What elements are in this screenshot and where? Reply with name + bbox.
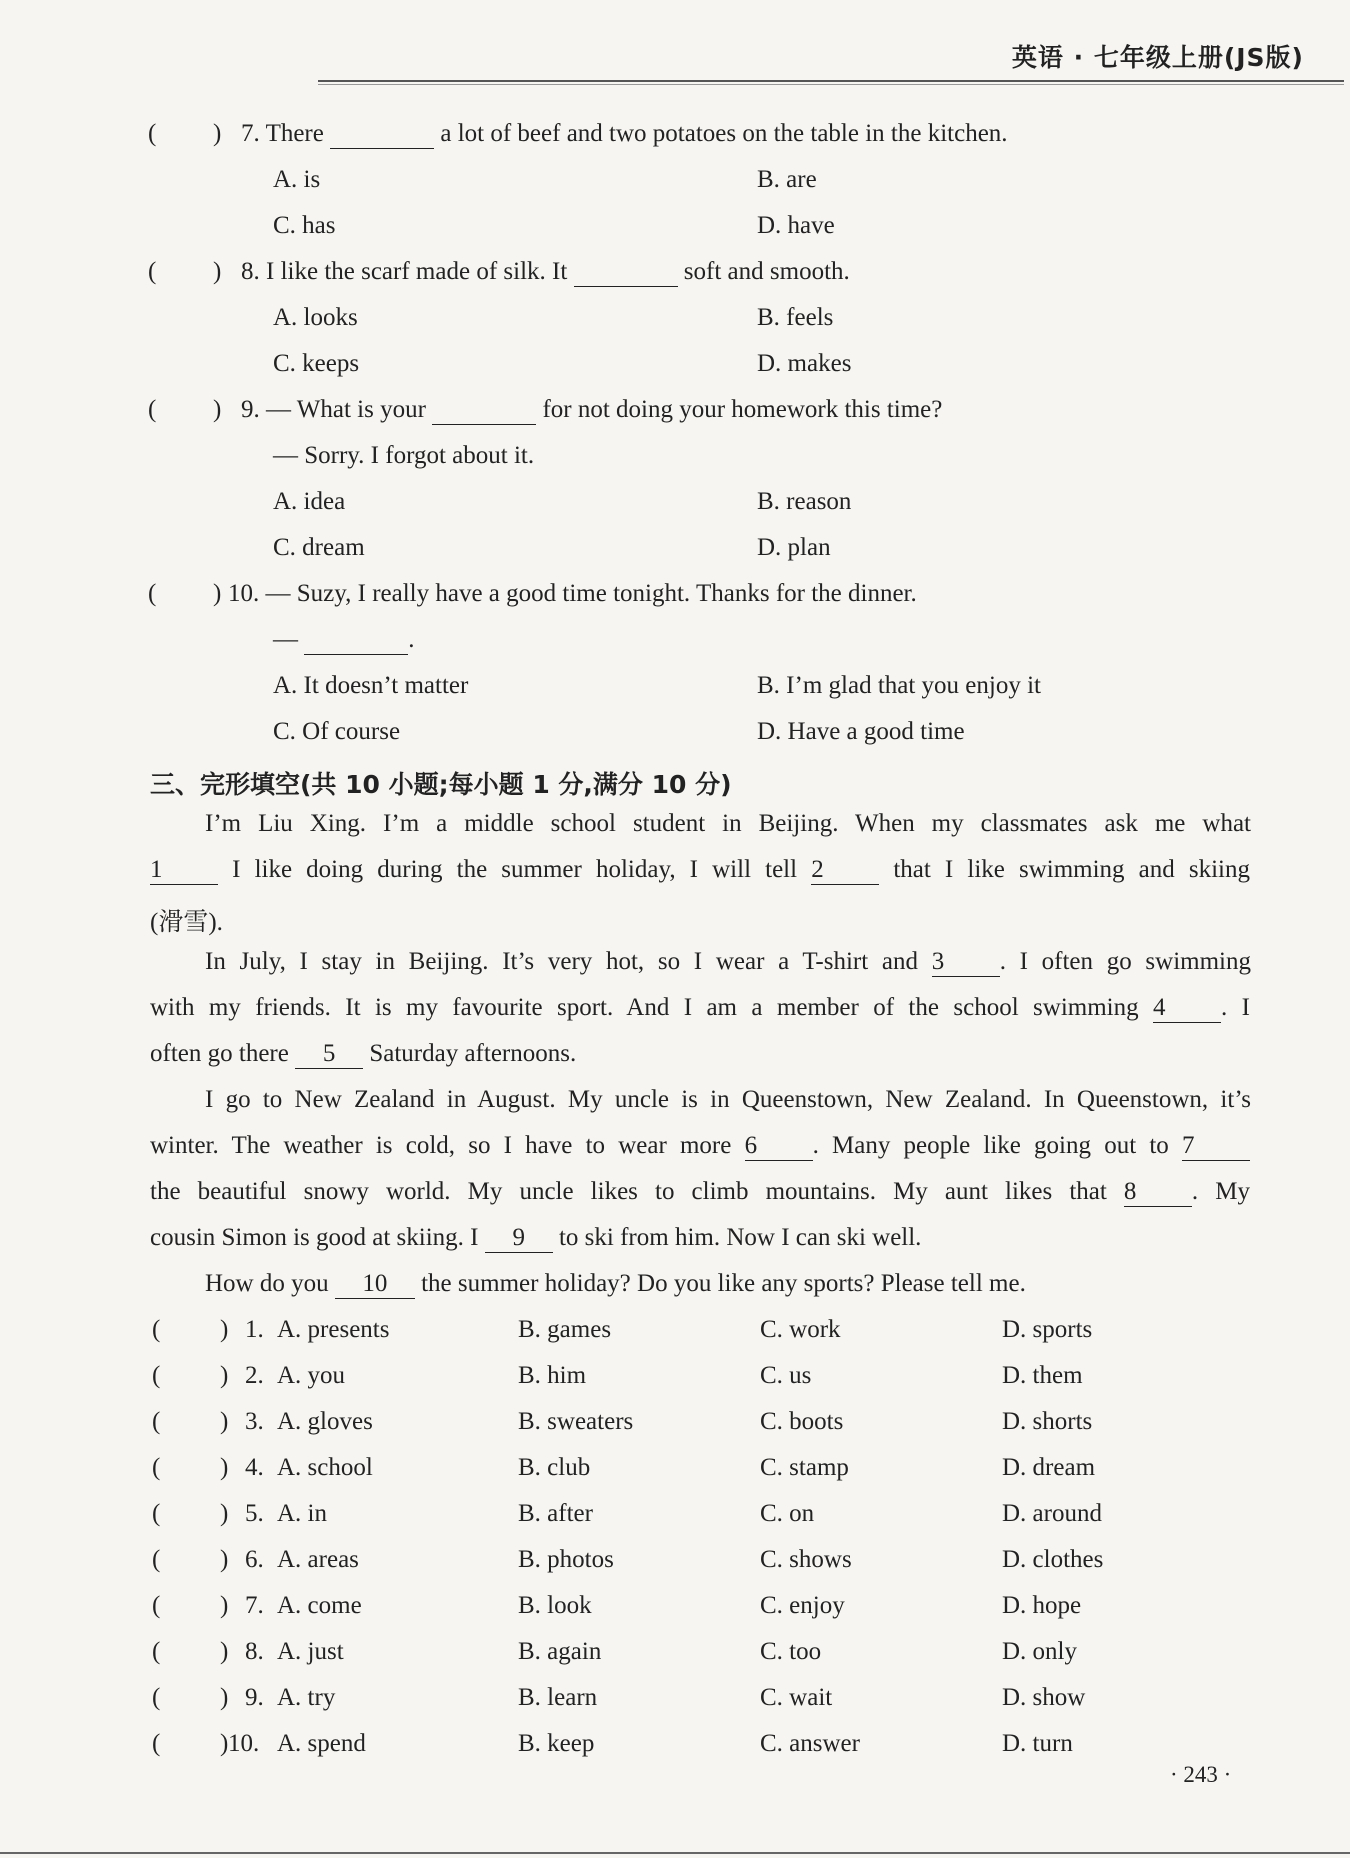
answer-paren-open: ( (152, 1500, 161, 1527)
header-rule-thin (318, 84, 1344, 85)
page-number: · 243 · (1170, 1762, 1232, 1787)
answer-paren-close: ) (213, 258, 222, 285)
answer-paren-open: ( (152, 1362, 161, 1389)
answer-paren-open: ( (152, 1684, 161, 1711)
question-number: 2. (245, 1362, 264, 1389)
option-b: B. reason (757, 488, 852, 515)
option-a: A. spend (277, 1730, 366, 1757)
question-number: 4. (245, 1454, 264, 1481)
option-a: A. you (277, 1362, 346, 1389)
question-stem: 10. — Suzy, I really have a good time tonight. Thanks for the dinner. (228, 580, 917, 607)
option-d: D. have (757, 212, 835, 239)
answer-paren-open: ( (152, 1454, 161, 1481)
option-d: D. dream (1002, 1454, 1096, 1481)
answer-blank (432, 396, 536, 425)
answer-paren-close: ) (220, 1546, 229, 1573)
option-d: D. them (1002, 1362, 1083, 1389)
question-number: 5. (245, 1500, 264, 1527)
question-stem: 9. — What is your for not doing your homework this time? (241, 396, 943, 423)
passage-line: I’m Liu Xing. I’m a middle school student in Beijing. When my classmates ask me what (205, 810, 1251, 837)
option-b: B. learn (518, 1684, 598, 1711)
answer-paren-close: ) (220, 1454, 229, 1481)
passage-line: How do you 10 the summer holiday? Do you like any sports? Please tell me. (205, 1270, 1026, 1297)
answer-paren-open: ( (148, 258, 157, 285)
cloze-blank-5: 5 (295, 1040, 363, 1069)
option-b: B. I’m glad that you enjoy it (757, 672, 1041, 699)
answer-blank (330, 120, 434, 149)
answer-paren-close: ) (220, 1730, 229, 1757)
option-c: C. work (760, 1316, 841, 1343)
question-number: 1. (245, 1316, 264, 1343)
question-number: 3. (245, 1408, 264, 1435)
option-c: C. stamp (760, 1454, 849, 1481)
answer-paren-close: ) (220, 1316, 229, 1343)
dialogue-reply: — . (273, 626, 415, 653)
option-a: A. looks (273, 304, 358, 331)
option-c: C. us (760, 1362, 812, 1389)
option-c: C. boots (760, 1408, 844, 1435)
passage-line: winter. The weather is cold, so I have to wear more 6 . Many people like going out to 7 (150, 1132, 1250, 1161)
option-a: A. in (277, 1500, 327, 1527)
answer-paren-open: ( (152, 1592, 161, 1619)
dialogue-reply: — Sorry. I forgot about it. (273, 442, 535, 469)
answer-paren-close: ) (220, 1500, 229, 1527)
cloze-blank-3: 3 (932, 948, 1000, 977)
option-a: A. presents (277, 1316, 390, 1343)
header-title: 英语 · 七年级上册(JS版) (1011, 43, 1304, 72)
answer-blank (574, 258, 678, 287)
question-stem: 7. There a lot of beef and two potatoes on the table in the kitchen. (241, 120, 1008, 147)
question-number: 10. (228, 580, 260, 607)
option-a: A. idea (273, 488, 346, 515)
answer-paren-close: ) (220, 1408, 229, 1435)
passage-line: cousin Simon is good at skiing. I 9 to ski from him. Now I can ski well. (150, 1224, 922, 1251)
question-number: 7. (245, 1592, 264, 1619)
answer-paren-close: ) (213, 396, 222, 423)
option-a: A. school (277, 1454, 373, 1481)
passage-line: the beautiful snowy world. My uncle likes to climb mountains. My aunt likes that 8 . My (150, 1178, 1250, 1205)
option-d: D. around (1002, 1500, 1102, 1527)
answer-paren-open: ( (152, 1408, 161, 1435)
option-b: B. sweaters (518, 1408, 634, 1435)
header-rule (318, 80, 1344, 82)
option-a: A. gloves (277, 1408, 373, 1435)
option-b: B. keep (518, 1730, 595, 1757)
answer-paren-open: ( (152, 1638, 161, 1665)
option-c: C. on (760, 1500, 815, 1527)
question-number: 9. (245, 1684, 264, 1711)
bottom-rule (0, 1852, 1350, 1854)
option-d: D. shorts (1002, 1408, 1093, 1435)
option-d: D. makes (757, 350, 852, 377)
cloze-blank-9: 9 (485, 1224, 553, 1253)
question-number: 10. (228, 1730, 260, 1757)
passage-line: 1 I like doing during the summer holiday, I will tell 2 that I like swimming and skiing (150, 856, 1251, 883)
option-a: A. It doesn’t matter (273, 672, 469, 699)
option-d: D. hope (1002, 1592, 1082, 1619)
option-d: D. turn (1002, 1730, 1073, 1757)
answer-paren-close: ) (220, 1638, 229, 1665)
passage-line: In July, I stay in Beijing. It’s very hot, so I wear a T-shirt and 3 . I often go swimming (205, 948, 1251, 975)
option-c: C. shows (760, 1546, 852, 1573)
answer-paren-close: ) (220, 1684, 229, 1711)
answer-paren-open: ( (152, 1730, 161, 1757)
option-d: D. Have a good time (757, 718, 965, 745)
answer-paren-close: ) (220, 1592, 229, 1619)
answer-paren-close: ) (220, 1362, 229, 1389)
passage-line: I go to New Zealand in August. My uncle is in Queenstown, New Zealand. In Queenstown, it’s (205, 1086, 1251, 1113)
option-c: C. keeps (273, 350, 360, 377)
cloze-blank-6: 6 (745, 1132, 813, 1161)
option-c: C. Of course (273, 718, 401, 745)
answer-paren-open: ( (148, 120, 157, 147)
option-c: C. too (760, 1638, 822, 1665)
question-number: 9. (241, 396, 260, 423)
question-number: 8. (245, 1638, 264, 1665)
cloze-blank-2: 2 (811, 856, 879, 885)
option-b: B. are (757, 166, 817, 193)
cloze-blank-8: 8 (1124, 1178, 1192, 1207)
answer-blank (304, 626, 408, 655)
cloze-blank-7: 7 (1182, 1132, 1250, 1161)
answer-paren-open: ( (152, 1316, 161, 1343)
section-title: 三、完形填空(共 10 小题;每小题 1 分,满分 10 分) (150, 770, 732, 799)
option-c: C. dream (273, 534, 365, 561)
answer-paren-open: ( (152, 1546, 161, 1573)
answer-paren-close: ) (213, 580, 222, 607)
cloze-blank-1: 1 (150, 856, 218, 885)
passage-line: often go there 5 Saturday afternoons. (150, 1040, 577, 1067)
option-d: D. plan (757, 534, 831, 561)
option-b: B. feels (757, 304, 834, 331)
cloze-blank-10: 10 (335, 1270, 415, 1299)
passage-line: (滑雪). (150, 909, 223, 936)
option-b: B. again (518, 1638, 602, 1665)
option-b: B. him (518, 1362, 587, 1389)
passage-line: with my friends. It is my favourite sport. And I am a member of the school swimming 4 . I (150, 994, 1250, 1021)
option-c: C. has (273, 212, 336, 239)
answer-paren-open: ( (148, 396, 157, 423)
option-b: B. look (518, 1592, 592, 1619)
question-number: 8. (241, 258, 260, 285)
option-b: B. club (518, 1454, 591, 1481)
option-d: D. only (1002, 1638, 1077, 1665)
option-d: D. show (1002, 1684, 1086, 1711)
option-a: A. areas (277, 1546, 359, 1573)
question-number: 6. (245, 1546, 264, 1573)
option-d: D. sports (1002, 1316, 1093, 1343)
option-c: C. wait (760, 1684, 833, 1711)
option-c: C. answer (760, 1730, 860, 1757)
cloze-blank-4: 4 (1153, 994, 1221, 1023)
option-a: A. try (277, 1684, 336, 1711)
option-b: B. after (518, 1500, 593, 1527)
option-b: B. photos (518, 1546, 614, 1573)
answer-paren-open: ( (148, 580, 157, 607)
option-c: C. enjoy (760, 1592, 845, 1619)
answer-paren-close: ) (213, 120, 222, 147)
option-a: A. come (277, 1592, 362, 1619)
question-stem: 8. I like the scarf made of silk. It soft and smooth. (241, 258, 850, 285)
option-d: D. clothes (1002, 1546, 1104, 1573)
option-a: A. is (273, 166, 321, 193)
question-number: 7. (241, 120, 260, 147)
option-b: B. games (518, 1316, 612, 1343)
option-a: A. just (277, 1638, 344, 1665)
